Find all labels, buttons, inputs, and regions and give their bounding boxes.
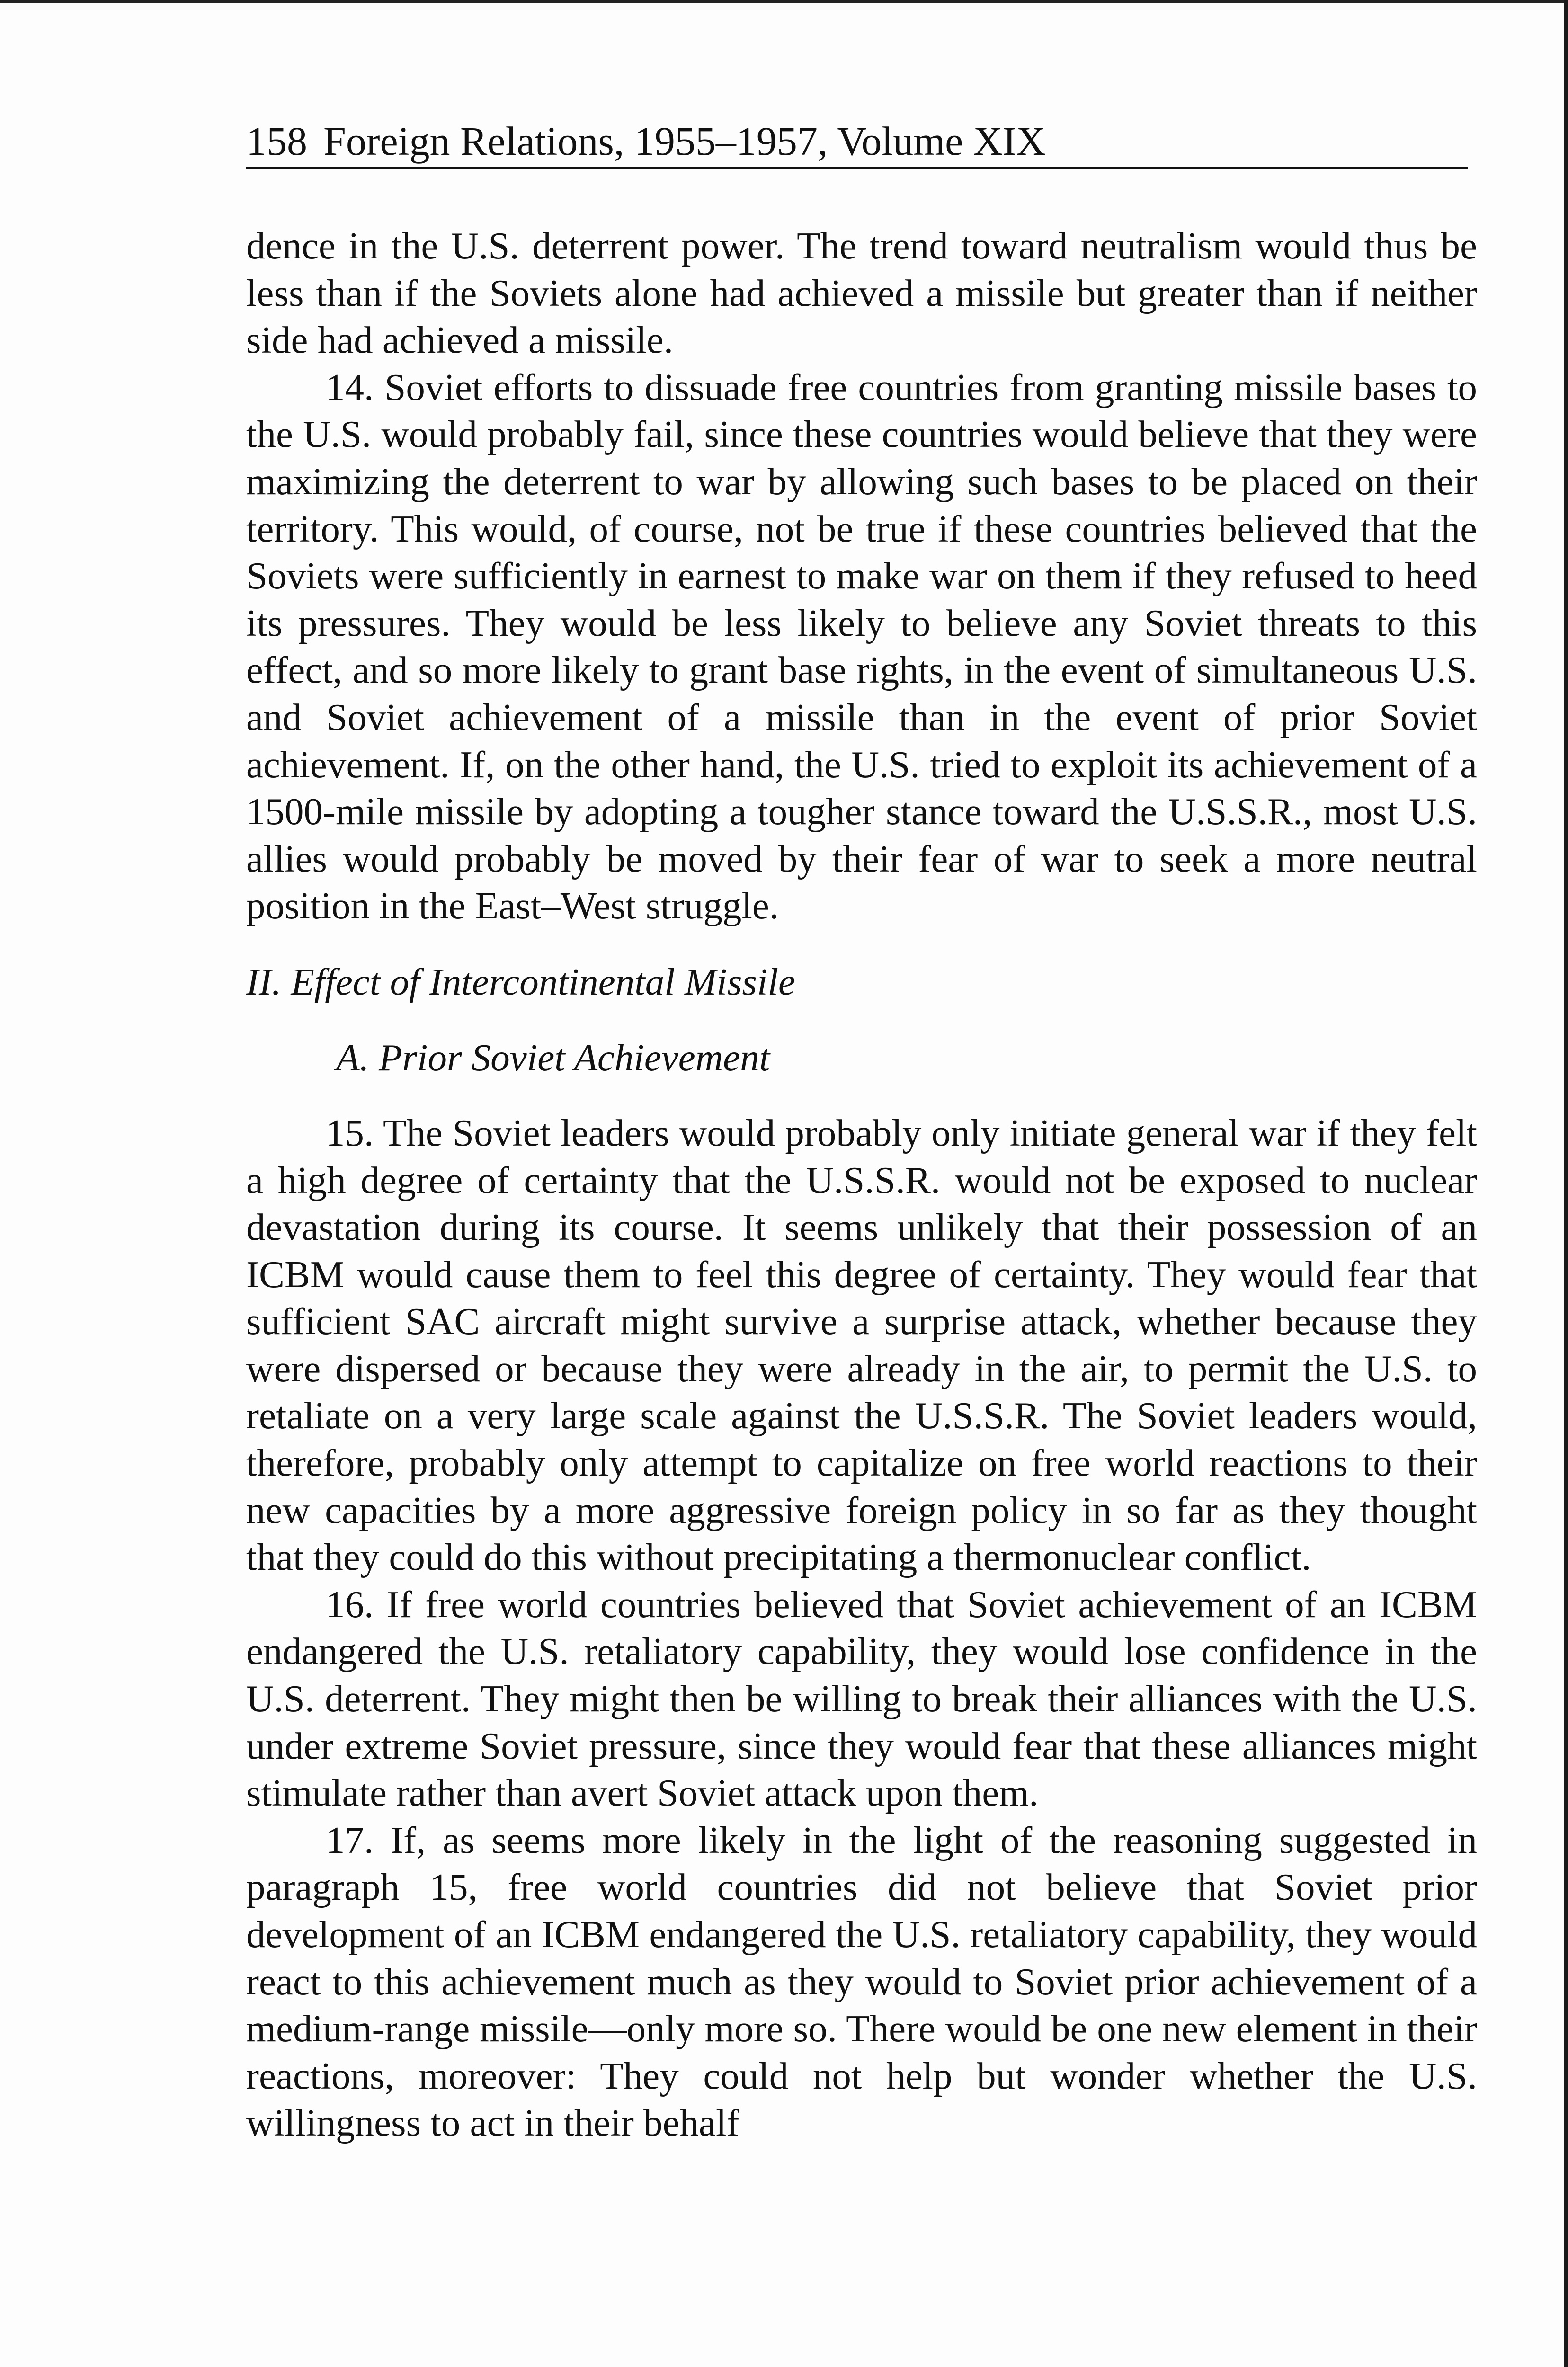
running-title: Foreign Relations, 1955–1957, Volume XIX (323, 118, 1046, 164)
paragraph-14: 14. Soviet efforts to dissuade free countries from granting missile bases to the U.S. would probably fail, since these countries would believe that they were maximizing the deterrent to war by allowing such bases to be placed on their territory. This would, of course, not be true if these countries believed that the Soviets were sufficiently in earnest to make war on them if they refused to heed its pressures. They would be less likely to believe any Soviet threats to this effect, and so more likely to grant base rights, in the event of simultaneous U.S. and Soviet achievement of a missile than in the event of prior Soviet achievement. If, on the other hand, the U.S. tried to exploit its achievement of a 1500-mile missile by adopting a tougher stance toward the U.S.S.R., most U.S. allies would probably be moved by their fear of war to seek a more neutral position in the East–West struggle. (246, 365, 1477, 927)
body-text (246, 222, 1477, 2147)
page-number: 158 (246, 118, 307, 164)
scan-top-edge (0, 0, 1568, 3)
running-header (246, 117, 1468, 169)
paragraph-16: 16. If free world countries believed that Soviet achievement of an ICBM endangered the U.S. retaliatory capability, they would lose confidence in the U.S. deterrent. They might then be willing to break their alliances with the U.S. under extreme Soviet pressure, since they would fear that these alliances might stimulate rather than avert Soviet attack upon them. (246, 1583, 1477, 1815)
subsection-heading-a: A. Prior Soviet Achievement (336, 1036, 770, 1079)
section-heading-ii: II. Effect of Intercontinental Missile (246, 960, 795, 1003)
paragraph-17: 17. If, as seems more likely in the light of the reasoning suggested in paragraph 15, free world countries did not believe that Soviet prior development of an ICBM endangered the U.S. retaliatory capability, they would react to this achievement much as they would to Soviet prior achievement of a medium-range missile—only more so. There would be one new element in their reactions, moreover: They could not help but wonder whether the U.S. willingness to act in their behalf (246, 1818, 1477, 2145)
paragraph-continuation: dence in the U.S. deterrent power. The trend toward neutralism would thus be less than if the Soviets alone had achieved a missile but greater than if neither side had achieved a missile. (246, 224, 1477, 362)
paragraph-15: 15. The Soviet leaders would probably only initiate general war if they felt a high degree of certainty that the U.S.S.R. would not be exposed to nuclear devastation during its course. It seems unlikely that their possession of an ICBM would cause them to feel this degree of certainty. They would fear that sufficient SAC aircraft might survive a surprise attack, whether because they were dispersed or because they were already in the air, to permit the U.S. to retaliate on a very large scale against the U.S.S.R. The Soviet leaders would, therefore, probably only attempt to capitalize on free world reactions to their new capacities by a more aggressive foreign policy in so far as they thought that they could do this without precipitating a thermonuclear conflict. (246, 1111, 1477, 1579)
scan-right-edge (1564, 0, 1568, 2367)
